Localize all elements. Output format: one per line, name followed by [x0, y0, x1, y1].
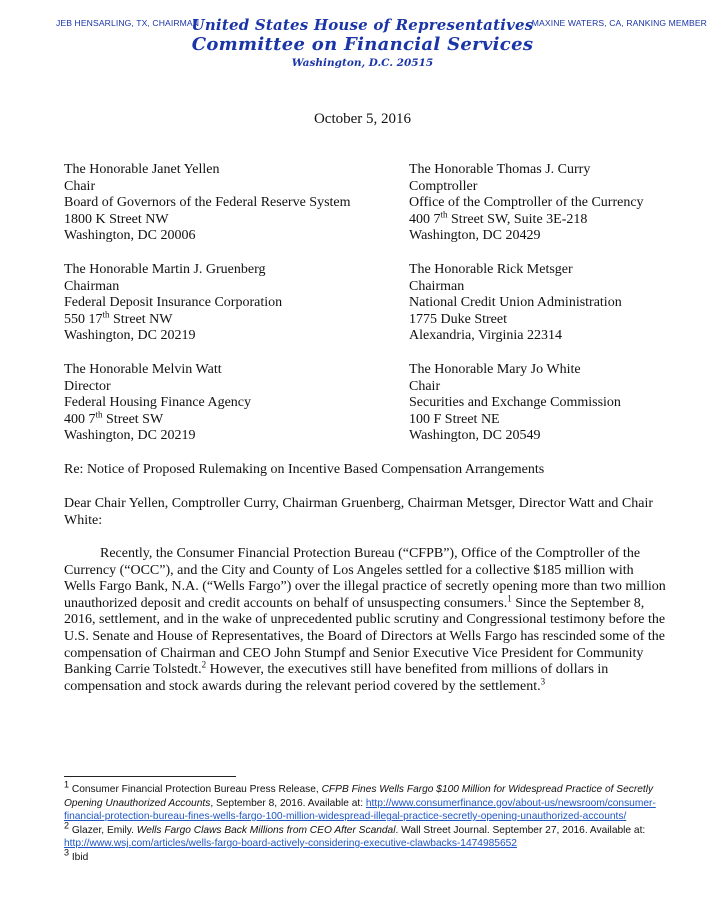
letterhead-committee: Committee on Financial Services	[191, 34, 534, 55]
footnotes	[64, 779, 674, 864]
letterhead-house: United States House of Representatives	[191, 16, 534, 34]
addressee-curry	[409, 162, 644, 245]
letterhead-city: Washington, D.C. 20515	[291, 57, 434, 69]
addressee-city: Alexandria, Virginia 22314	[409, 328, 563, 344]
addressee-org: Office of the Comptroller of the Currency	[409, 195, 644, 211]
footnote-2: $^2$ Glazer, Emily. Wells Fargo Claws Back Millions from CEO After Scandal. Wall Street Journal. September 27, 2016. Available at: http://www.wsj.com/articles/wells-fargo-board-actively-considering-executive-clawbacks-1474985652	[64, 820, 646, 849]
addressee-name: The Honorable Janet Yellen	[64, 162, 220, 177]
addressee-title: Chairman	[64, 278, 120, 294]
addressee-watt	[64, 362, 251, 445]
addressee-city: Washington, DC 20006	[64, 228, 196, 244]
ranking-member-label: MAXINE WATERS, CA, RANKING MEMBER	[531, 18, 707, 28]
addressee-title: Chairman	[409, 278, 465, 294]
footnote-ref-2: 2	[201, 659, 207, 670]
footnote-ref-1: 1	[507, 593, 512, 604]
footnote-1: $^1$ Consumer Financial Protection Bureau Press Release, CFPB Fines Wells Fargo $100 Million for Widespread Practice of Secretly Opening Unauthorized Accounts, September 8, 2016. Available at: http://www.consumerfinance.gov/about-us/newsroom/consumer-financial-protection-bureau-fines-wells-fargo-100-million-widespread-illegal-practice-secretly-opening-unauthorized-accounts/	[64, 779, 656, 822]
addressee-title: Chair	[64, 178, 96, 194]
addressee-city: Washington, DC 20219	[64, 328, 196, 344]
addressee-white	[409, 362, 621, 445]
addressee-street: 400 7th Street SW, Suite 3E-218	[409, 209, 588, 227]
addressee-name: The Honorable Melvin Watt	[64, 362, 222, 377]
subject-line: Re: Notice of Proposed Rulemaking on Incentive Based Compensation Arrangements	[64, 462, 545, 477]
addressee-name: The Honorable Thomas J. Curry	[409, 162, 591, 177]
footnote-2-link[interactable]: http://www.wsj.com/articles/wells-fargo-board-actively-considering-executive-clawbacks-1474985652	[64, 838, 517, 849]
footnote-1-link[interactable]: http://www.consumerfinance.gov/about-us/newsroom/consumer-financial-protection-bureau-fines-wells-fargo-100-million-widespread-illegal-practice-secretly-opening-unauthorized-accounts/	[64, 797, 656, 822]
letterhead	[0, 16, 725, 70]
addressee-yellen	[64, 162, 351, 245]
addressee-street: 100 F Street NE	[409, 411, 500, 427]
salutation: Dear Chair Yellen, Comptroller Curry, Chairman Gruenberg, Chairman Metsger, Director Watt and Chair White:	[64, 496, 654, 528]
addressee-title: Director	[64, 378, 111, 394]
addressee-org: National Credit Union Administration	[409, 295, 622, 311]
addressee-org: Securities and Exchange Commission	[409, 395, 621, 411]
addressee-org: Federal Deposit Insurance Corporation	[64, 295, 283, 311]
addressee-org: Board of Governors of the Federal Reserve System	[64, 195, 351, 211]
addressee-city: Washington, DC 20219	[64, 428, 196, 444]
addressee-title: Comptroller	[409, 178, 478, 194]
footnote-ref-3: 3	[540, 676, 546, 687]
addressee-street: 400 7th Street SW	[64, 409, 164, 427]
footnote-3: $^3$ Ibid	[64, 847, 89, 863]
addressee-title: Chair	[409, 378, 441, 394]
addressee-city: Washington, DC 20429	[409, 228, 541, 244]
footnote-divider	[64, 776, 236, 777]
addressee-name: The Honorable Martin J. Gruenberg	[64, 262, 266, 277]
letter-date: October 5, 2016	[313, 111, 412, 127]
addressee-city: Washington, DC 20549	[409, 428, 541, 444]
addressee-gruenberg	[64, 262, 282, 345]
addressee-metsger	[409, 262, 622, 345]
addressee-name: The Honorable Mary Jo White	[409, 362, 581, 377]
body-paragraph: Recently, the Consumer Financial Protection Bureau (“CFPB”), Office of the Comptroller of the Currency (“OCC”), and the City and County of Los Angeles settled for a collective $185 million with Wells Fargo Bank, N.A. (“Wells Fargo”) over the illegal practice of secretly opening more than two million unauthorized deposit and credit accounts on behalf of unsuspecting consumers.$^1$ Since the September 8, 2016, settlement, and in the wake of unprecedented public scrutiny and Congressional testimony before the U.S. Senate and House of Representatives, the Board of Directors at Wells Fargo has rescinded some of the compensation of Chairman and CEO John Stumpf and Senior Executive Vice President for Community Banking Carrie Tolstedt.$^2$ However, the executives still have benefited from millions of dollars in compensation and stock awards during the relevant period covered by the settlement.$^3$	[64, 546, 666, 694]
addressee-street: 1800 K Street NW	[64, 211, 169, 227]
chairman-label: JEB HENSARLING, TX, CHAIRMAN	[56, 18, 200, 28]
addressee-street: 550 17th Street NW	[64, 309, 173, 327]
addressee-name: The Honorable Rick Metsger	[409, 262, 573, 277]
addressee-org: Federal Housing Finance Agency	[64, 395, 252, 411]
addressee-street: 1775 Duke Street	[409, 311, 507, 327]
